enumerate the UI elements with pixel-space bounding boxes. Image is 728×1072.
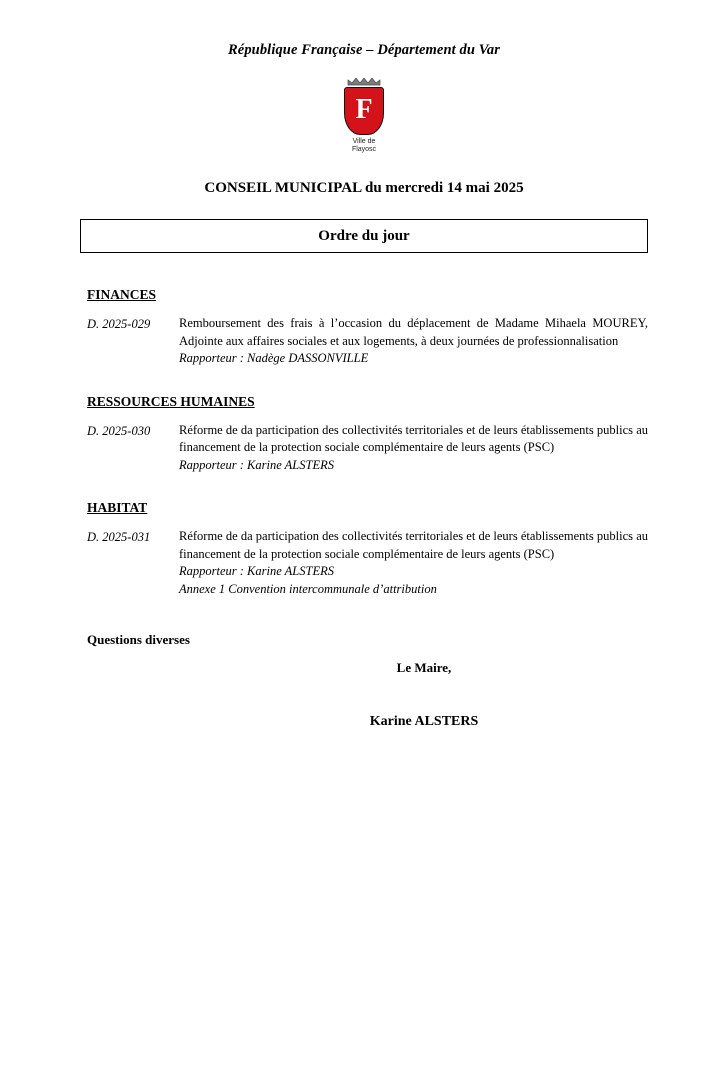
agenda-item-body: [179, 528, 648, 598]
crest-caption-line1: Ville de: [352, 138, 376, 145]
agenda-section: [80, 394, 648, 475]
agenda-box-label: Ordre du jour: [318, 227, 410, 244]
agenda-item-description: Réforme de da participation des collectivités territoriales et de leurs établissements publics au financement de la protection sociale complémentaire de leurs agents (PSC): [179, 422, 648, 454]
section-title: HABITAT: [87, 500, 148, 515]
agenda-item: [87, 422, 648, 475]
signature-block: [80, 660, 648, 730]
agenda-item-reference: D. 2025-030: [87, 423, 151, 438]
agenda-item-body: [179, 315, 648, 368]
agenda-item-reference: D. 2025-031: [87, 530, 151, 544]
agenda-section: [80, 500, 648, 598]
agenda-item-body: [179, 422, 648, 475]
questions-diverses-label: Questions diverses: [87, 632, 190, 647]
shield-icon: [344, 87, 384, 135]
coat-of-arms: [80, 77, 648, 154]
signature-role: Le Maire,: [396, 660, 452, 675]
shield-letter: F: [355, 94, 373, 125]
agenda-item-subline: Rapporteur : Karine ALSTERS: [179, 564, 334, 578]
agenda-item-description: Réforme de da participation des collectivités territoriales et de leurs établissements publics au financement de la protection sociale complémentaire de leurs agents (PSC): [179, 529, 648, 561]
agenda-section: [80, 287, 648, 368]
section-title: RESSOURCES HUMAINES: [87, 393, 255, 409]
crown-icon: [347, 77, 381, 86]
agenda-box: [80, 219, 648, 253]
crest-group: [332, 77, 396, 154]
agenda-item: [87, 528, 648, 598]
page-title: CONSEIL MUNICIPAL du mercredi 14 mai 2025: [204, 180, 524, 196]
section-title: FINANCES: [87, 287, 157, 302]
crest-caption-line2: Flayosc: [351, 146, 377, 153]
document-page: [0, 42, 728, 1072]
agenda-item: [87, 315, 648, 368]
republic-header: République Française – Département du Var: [228, 42, 500, 58]
agenda-item-reference: D. 2025-029: [87, 317, 151, 331]
agenda-item-subline: Rapporteur : Karine ALSTERS: [179, 457, 334, 472]
agenda-sections: [80, 287, 648, 598]
agenda-item-subline: Annexe 1 Convention intercommunale d’attribution: [179, 581, 437, 596]
agenda-item-subline: Rapporteur : Nadège DASSONVILLE: [179, 351, 369, 365]
agenda-item-description: Remboursement des frais à l’occasion du déplacement de Madame Mihaela MOUREY, Adjointe aux affaires sociales et aux logements, à deux journées de professionnalisation: [179, 316, 648, 348]
signature-name: Karine ALSTERS: [369, 714, 479, 729]
crest-caption: [352, 138, 376, 154]
